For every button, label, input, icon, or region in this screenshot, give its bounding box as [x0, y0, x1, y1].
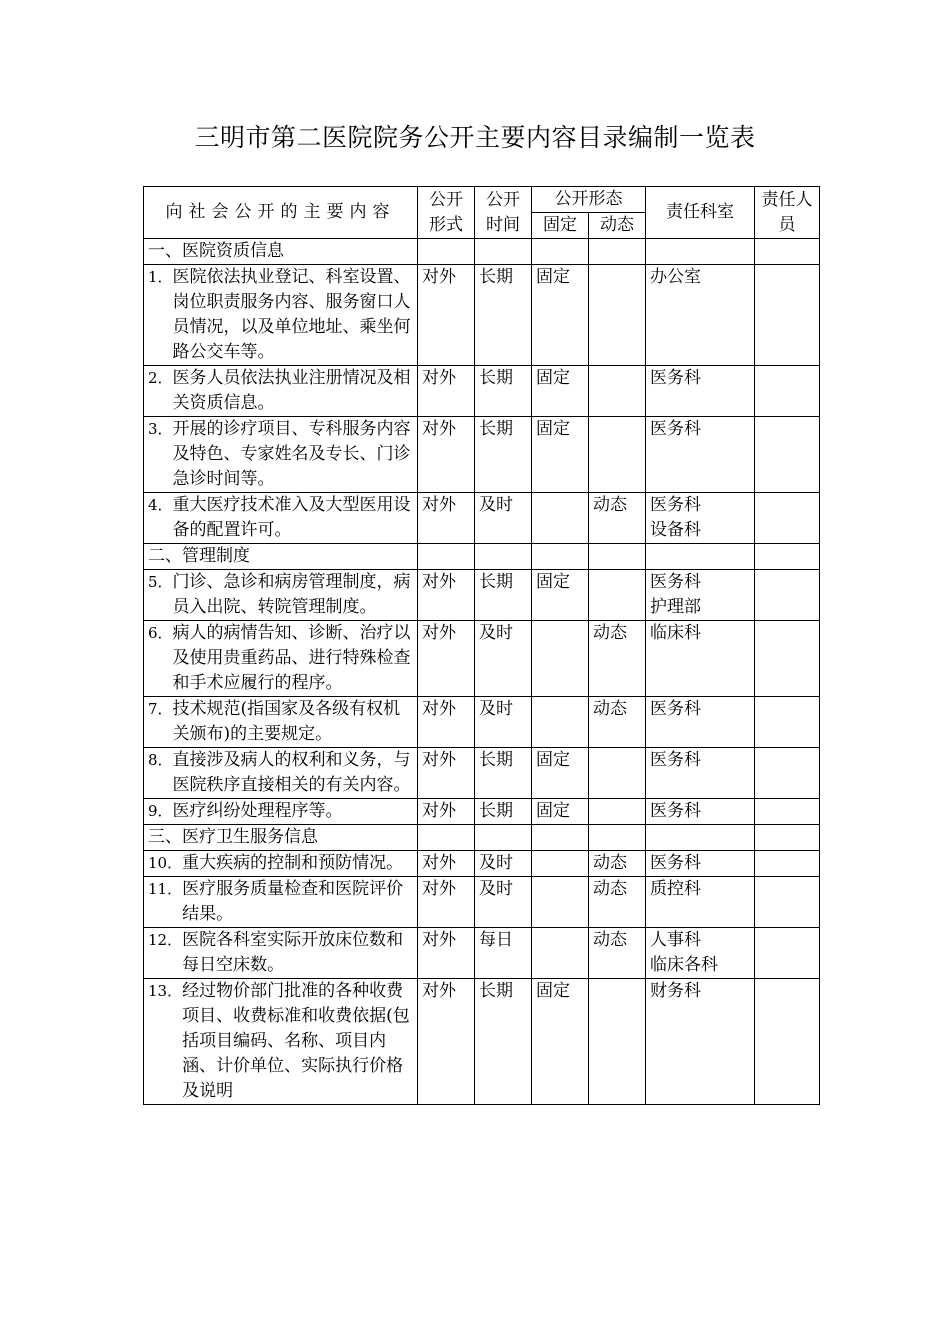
item-dept: [646, 748, 755, 799]
item-text: 重大医疗技术准入及大型医用设备的配置许可。: [172, 495, 411, 540]
item-text: 经过物价部门批准的各种收费项目、收费标准和收费依据(包括项目编码、名称、项目内涵、计价单位、实际执行价格及说明: [182, 981, 410, 1101]
item-fixed: 固定: [532, 265, 589, 366]
item-wrap: [148, 697, 413, 747]
item-number: 2．: [148, 369, 173, 387]
section-label: 三、医疗卫生服务信息: [144, 825, 418, 851]
item-content: [144, 877, 418, 928]
empty-cell: [418, 825, 475, 851]
header-content: 向社会公开的主要内容: [144, 187, 418, 239]
header-dept: 责任科室: [646, 187, 755, 239]
item-wrap: [148, 851, 413, 876]
header-time: 公开时间: [475, 187, 532, 239]
empty-cell: [755, 239, 820, 265]
section-row: [144, 544, 820, 570]
item-time: 长期: [475, 366, 532, 417]
page-title: 三明市第二医院院务公开主要内容目录编制一览表: [194, 123, 756, 152]
dept-name: 人事科: [650, 930, 701, 950]
empty-cell: [418, 239, 475, 265]
empty-cell: [589, 239, 646, 265]
item-wrap: [148, 265, 413, 365]
item-wrap: [148, 928, 413, 978]
dept-name: 医务科: [650, 801, 701, 821]
table-row: [144, 928, 820, 979]
item-text: 医务人员依法执业注册情况及相关资质信息。: [172, 368, 411, 413]
dept-name: 设备科: [650, 520, 701, 540]
header-person: 责任人员: [755, 187, 820, 239]
item-number: 3．: [148, 420, 173, 438]
item-number: 12．: [148, 931, 183, 949]
item-wrap: [148, 570, 413, 620]
item-content: [144, 799, 418, 825]
item-form: 对外: [418, 621, 475, 697]
dept-name: 医务科: [650, 419, 701, 439]
item-person: [755, 877, 820, 928]
item-content: [144, 366, 418, 417]
item-time: 长期: [475, 748, 532, 799]
item-wrap: [148, 621, 413, 696]
item-dynamic: [589, 748, 646, 799]
item-text: 门诊、急诊和病房管理制度，病员入出院、转院管理制度。: [172, 572, 411, 617]
dept-name: 医务科: [650, 368, 701, 388]
item-fixed: [532, 621, 589, 697]
item-content: [144, 748, 418, 799]
empty-cell: [532, 544, 589, 570]
dept-name: 财务科: [650, 981, 701, 1001]
item-fixed: 固定: [532, 570, 589, 621]
item-fixed: [532, 697, 589, 748]
item-fixed: 固定: [532, 366, 589, 417]
header-mode-dynamic: 动态: [589, 213, 646, 239]
empty-cell: [475, 544, 532, 570]
dept-name: 临床科: [650, 623, 701, 643]
empty-cell: [646, 825, 755, 851]
table-row: [144, 748, 820, 799]
dept-name: 医务科: [650, 853, 701, 873]
item-content: [144, 417, 418, 493]
table-body: [144, 239, 820, 1105]
table-row: [144, 877, 820, 928]
item-person: [755, 621, 820, 697]
item-person: [755, 748, 820, 799]
disclosure-table: [143, 186, 820, 1105]
item-dept: [646, 697, 755, 748]
item-dept: [646, 265, 755, 366]
item-text: 重大疾病的控制和预防情况。: [182, 853, 404, 873]
item-time: 及时: [475, 877, 532, 928]
dept-name: 医务科: [650, 699, 701, 719]
item-text: 病人的病情告知、诊断、治疗以及使用贵重药品、进行特殊检查和手术应履行的程序。: [172, 623, 411, 693]
item-wrap: [148, 493, 413, 543]
header-form: 公开形式: [418, 187, 475, 239]
item-number: 8．: [148, 751, 173, 769]
dept-name: 办公室: [650, 267, 701, 287]
item-dept: [646, 493, 755, 544]
dept-name: 医务科: [650, 572, 701, 592]
table-row: [144, 493, 820, 544]
item-content: [144, 265, 418, 366]
item-number: 4．: [148, 496, 173, 514]
item-fixed: 固定: [532, 799, 589, 825]
item-dept: [646, 366, 755, 417]
item-text: 技术规范(指国家及各级有权机关颁布)的主要规定。: [172, 699, 401, 744]
empty-cell: [475, 239, 532, 265]
item-dynamic: [589, 366, 646, 417]
table-row: [144, 851, 820, 877]
empty-cell: [646, 544, 755, 570]
header-mode: 公开形态: [532, 187, 646, 213]
table-row: [144, 621, 820, 697]
item-time: 及时: [475, 697, 532, 748]
table-row: [144, 570, 820, 621]
item-time: 及时: [475, 493, 532, 544]
item-time: 及时: [475, 851, 532, 877]
table-row: [144, 979, 820, 1105]
item-time: 长期: [475, 979, 532, 1105]
item-number: 10．: [148, 854, 183, 872]
empty-cell: [589, 825, 646, 851]
item-person: [755, 366, 820, 417]
item-dept: [646, 417, 755, 493]
item-text: 医疗服务质量检查和医院评价结果。: [182, 879, 404, 924]
item-person: [755, 417, 820, 493]
item-dept: [646, 928, 755, 979]
dept-name: 医务科: [650, 495, 701, 515]
section-label: 二、管理制度: [144, 544, 418, 570]
item-content: [144, 493, 418, 544]
item-person: [755, 697, 820, 748]
item-form: 对外: [418, 877, 475, 928]
dept-name: 护理部: [650, 597, 701, 617]
item-number: 6．: [148, 624, 173, 642]
item-form: 对外: [418, 928, 475, 979]
item-form: 对外: [418, 979, 475, 1105]
item-person: [755, 979, 820, 1105]
item-text: 医院各科室实际开放床位数和每日空床数。: [182, 930, 404, 975]
item-form: 对外: [418, 493, 475, 544]
item-form: 对外: [418, 748, 475, 799]
item-text: 医疗纠纷处理程序等。: [172, 801, 343, 821]
item-content: [144, 979, 418, 1105]
item-content: [144, 697, 418, 748]
item-time: 及时: [475, 621, 532, 697]
dept-name: 临床各科: [650, 955, 718, 975]
item-text: 医院依法执业登记、科室设置、岗位职责服务内容、服务窗口人员情况，以及单位地址、乘坐何路公交车等。: [172, 267, 411, 362]
table-row: [144, 366, 820, 417]
item-fixed: 固定: [532, 417, 589, 493]
item-number: 1．: [148, 268, 173, 286]
item-time: 长期: [475, 799, 532, 825]
empty-cell: [755, 825, 820, 851]
item-time: 长期: [475, 265, 532, 366]
item-time: 长期: [475, 570, 532, 621]
item-wrap: [148, 979, 413, 1104]
table-row: [144, 417, 820, 493]
item-fixed: 固定: [532, 979, 589, 1105]
item-dynamic: 动态: [589, 493, 646, 544]
section-row: [144, 239, 820, 265]
item-dynamic: 动态: [589, 877, 646, 928]
item-form: 对外: [418, 851, 475, 877]
item-content: [144, 851, 418, 877]
empty-cell: [532, 239, 589, 265]
item-dept: [646, 851, 755, 877]
item-dept: [646, 979, 755, 1105]
empty-cell: [589, 544, 646, 570]
header-row: [144, 187, 820, 213]
item-dynamic: 动态: [589, 851, 646, 877]
item-time: 每日: [475, 928, 532, 979]
item-dept: [646, 877, 755, 928]
item-wrap: [148, 366, 413, 416]
item-dynamic: [589, 570, 646, 621]
item-time: 长期: [475, 417, 532, 493]
item-person: [755, 570, 820, 621]
item-fixed: 固定: [532, 748, 589, 799]
item-person: [755, 799, 820, 825]
item-content: [144, 621, 418, 697]
item-content: [144, 570, 418, 621]
item-dept: [646, 570, 755, 621]
item-dynamic: 动态: [589, 621, 646, 697]
item-fixed: [532, 877, 589, 928]
empty-cell: [532, 825, 589, 851]
item-form: 对外: [418, 697, 475, 748]
item-person: [755, 851, 820, 877]
section-label: 一、医院资质信息: [144, 239, 418, 265]
item-dynamic: [589, 979, 646, 1105]
item-text: 开展的诊疗项目、专科服务内容及特色、专家姓名及专长、门诊急诊时间等。: [172, 419, 411, 489]
item-form: 对外: [418, 799, 475, 825]
item-fixed: [532, 851, 589, 877]
item-form: 对外: [418, 570, 475, 621]
header-mode-fixed: 固定: [532, 213, 589, 239]
item-person: [755, 493, 820, 544]
item-person: [755, 265, 820, 366]
item-dynamic: [589, 799, 646, 825]
dept-name: 医务科: [650, 750, 701, 770]
item-wrap: [148, 417, 413, 492]
empty-cell: [418, 544, 475, 570]
item-dept: [646, 799, 755, 825]
item-fixed: [532, 928, 589, 979]
empty-cell: [646, 239, 755, 265]
item-person: [755, 928, 820, 979]
item-dept: [646, 621, 755, 697]
item-dynamic: [589, 265, 646, 366]
item-wrap: [148, 877, 413, 927]
item-dynamic: 动态: [589, 697, 646, 748]
item-wrap: [148, 748, 413, 798]
item-form: 对外: [418, 366, 475, 417]
item-number: 5．: [148, 573, 173, 591]
item-form: 对外: [418, 265, 475, 366]
item-dynamic: [589, 417, 646, 493]
dept-name: 质控科: [650, 879, 701, 899]
item-content: [144, 928, 418, 979]
item-text: 直接涉及病人的权利和义务，与医院秩序直接相关的有关内容。: [172, 750, 411, 795]
item-fixed: [532, 493, 589, 544]
item-wrap: [148, 799, 413, 824]
empty-cell: [755, 544, 820, 570]
item-dynamic: 动态: [589, 928, 646, 979]
table-row: [144, 799, 820, 825]
item-number: 11．: [148, 880, 183, 898]
item-number: 9．: [148, 802, 173, 820]
section-row: [144, 825, 820, 851]
item-number: 13．: [148, 982, 183, 1000]
table-row: [144, 265, 820, 366]
table-row: [144, 697, 820, 748]
item-number: 7．: [148, 700, 173, 718]
item-form: 对外: [418, 417, 475, 493]
empty-cell: [475, 825, 532, 851]
